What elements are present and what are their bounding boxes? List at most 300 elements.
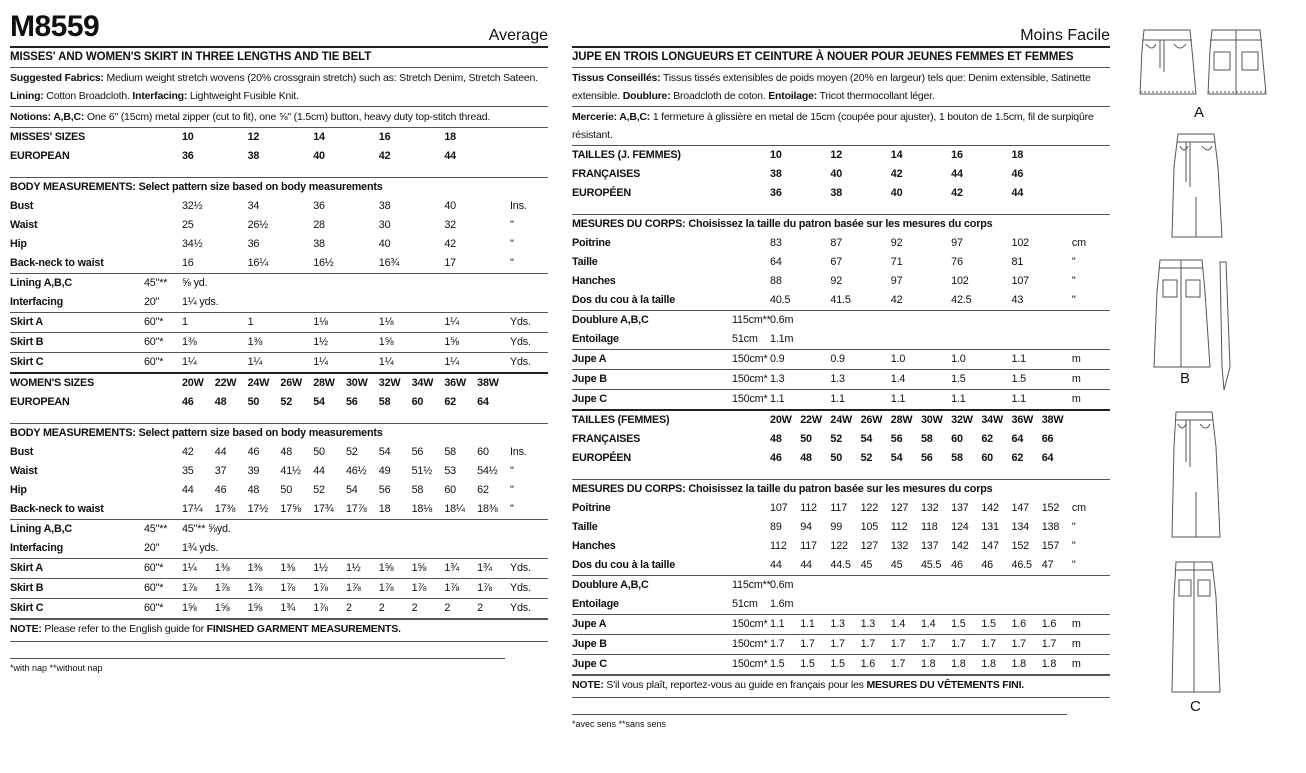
row-label: Bust (10, 200, 34, 212)
size-cell: 64 (1011, 433, 1024, 445)
size-cell: 46 (182, 396, 194, 408)
unit-cell (510, 393, 548, 412)
measure-cell: 83 (770, 237, 782, 249)
measure-cell: 118 (920, 521, 938, 533)
size-cell: 12 (830, 149, 843, 161)
yardage-cell: 1½ (313, 559, 346, 579)
french-column (572, 0, 1110, 730)
yardage-cell: 1.8 (951, 655, 981, 675)
yardage-cell: 2 (346, 599, 379, 619)
pattern-title: MISSES' AND WOMEN'S SKIRT IN THREE LENGTHS AND TIE BELT (10, 46, 548, 68)
section-heading: MESURES DU CORPS: Choisissez la taille du patron basée sur les mesures du corps (572, 480, 1110, 500)
table-row (10, 373, 548, 393)
measure-cell: 127 (860, 540, 879, 552)
fabrics-text: Tissus tissés extensibles de poids moyen (20% en largeur) tels que: Denim extensible, Satinette extensible. (572, 72, 1091, 102)
measure-cell: 30 (378, 219, 391, 231)
unit-cell (1072, 165, 1110, 184)
table-row (572, 595, 1110, 615)
yardage-cell: 1¼ (248, 353, 314, 374)
size-cell: 38W (1042, 410, 1072, 430)
row-label: Back-neck to waist (10, 254, 182, 274)
size-cell: 58 (920, 433, 933, 445)
unit-cell: " (510, 254, 548, 274)
measure-cell: 67 (830, 256, 843, 268)
row-label: Lining A,B,C (10, 523, 72, 535)
measure-cell: 99 (830, 521, 843, 533)
interfacing-text: Tricot thermocollant léger. (817, 90, 935, 102)
measure-cell: 37 (214, 465, 227, 477)
measure-cell: 122 (830, 540, 848, 552)
measure-cell: 58 (444, 446, 456, 458)
measure-cell: 28 (313, 219, 325, 231)
fabrics-text: Medium weight stretch wovens (20% crossgrain stretch) such as: Stretch Denim, Stretch Sateen. (103, 72, 538, 84)
table-row (572, 480, 1110, 500)
table-row (10, 462, 548, 481)
table-row (572, 556, 1110, 576)
size-cell: 36W (1012, 410, 1042, 430)
measure-cell: 94 (800, 521, 812, 533)
unit-cell: " (1072, 291, 1110, 311)
row-label: Hanches (572, 275, 616, 287)
table-row (572, 330, 1110, 350)
size-cell: 40 (313, 150, 325, 162)
table-row (572, 272, 1110, 291)
measure-cell: 152 (1041, 502, 1060, 514)
row-label: MISSES' SIZES (10, 131, 85, 143)
spacer (572, 468, 1110, 480)
table-row (572, 518, 1110, 537)
measure-cell: 46½ (345, 465, 367, 477)
size-cell: 42 (378, 150, 391, 162)
measure-cell: 138 (1041, 521, 1060, 533)
size-cell: 28W (891, 410, 921, 430)
yardage-cell: 1.1 (1012, 350, 1072, 370)
unit-cell: " (509, 238, 514, 250)
row-label: Entoilage (572, 595, 732, 615)
measure-cell: 38 (313, 238, 325, 250)
yardage-cell: 1.7 (1042, 635, 1072, 655)
size-cell: 20W (182, 373, 215, 393)
measure-cell: 42.5 (951, 291, 1011, 311)
unit-cell: m (1072, 390, 1110, 411)
notions-label: Notions: A,B,C: (10, 111, 85, 123)
unit-cell: m (1072, 655, 1110, 675)
yardage-cell: 1.8 (981, 655, 1011, 675)
row-label: Taille (572, 521, 598, 533)
table-row (572, 184, 1110, 203)
row-label: Dos du cou à la taille (572, 291, 770, 311)
measure-cell: 54½ (477, 465, 498, 477)
yardage-cell: 1.7 (891, 655, 921, 675)
table-row (572, 615, 1110, 635)
yardage-cell: 0.9 (830, 350, 890, 370)
unit-cell (1072, 184, 1110, 203)
measure-cell: 89 (770, 521, 782, 533)
view-label-c: C (1190, 698, 1201, 715)
size-cell: 24W (830, 410, 860, 430)
table-row (572, 311, 1110, 331)
yardage-cell: 1½ (346, 559, 379, 579)
yardage-cell: 1.0 (891, 350, 951, 370)
interfacing-text: Lightweight Fusible Knit. (187, 90, 299, 102)
notions-text: 1 fermeture à glissière en metal de 15cm (coupée pour ajuster), 1 bouton de 1.5cm, fil de surpiqûre résistant. (572, 111, 1094, 141)
size-cell: 60 (411, 396, 424, 408)
row-label: Jupe A (572, 350, 732, 370)
table-row (10, 128, 548, 147)
row-label: FRANÇAISES (572, 168, 641, 180)
size-cell: 64 (477, 396, 489, 408)
size-cell: 48 (214, 396, 227, 408)
measure-cell: 42 (891, 291, 951, 311)
yardage-cell: 1.6m (770, 595, 1110, 615)
table-row (572, 215, 1110, 235)
yardage-cell: 2 (477, 599, 510, 619)
row-label: Hanches (572, 540, 616, 552)
interfacing-label: Interfacing: (132, 90, 188, 102)
view-illustrations (1130, 22, 1290, 722)
table-row (572, 291, 1110, 311)
skirt-drawings (1130, 22, 1290, 722)
fabric-width: 60"* (144, 353, 182, 374)
yardage-cell: 1⅞ (215, 579, 248, 599)
yardage-cell: 1⅞ (379, 579, 412, 599)
row-label: EUROPÉEN (572, 187, 631, 199)
table-row (572, 203, 1110, 215)
fabrics-label: Suggested Fabrics: (10, 72, 104, 84)
row-label: Poitrine (572, 502, 611, 514)
measure-cell: 131 (981, 521, 999, 533)
english-column (10, 0, 548, 674)
table-row (572, 430, 1110, 449)
view-c-front-drawing (1172, 412, 1220, 537)
table-row (10, 412, 548, 424)
unit-cell: Yds. (510, 559, 548, 579)
fabric-width: 60"* (144, 313, 182, 333)
table-row (10, 539, 548, 559)
unit-cell: " (509, 219, 514, 231)
yardage-cell: 1¼ (379, 353, 445, 374)
size-cell: 52 (860, 452, 873, 464)
measure-cell: 112 (770, 540, 787, 552)
row-label: EUROPÉEN (572, 452, 631, 464)
yardage-cell: 1.7 (861, 635, 891, 655)
measure-cell: 105 (860, 521, 879, 533)
measure-cell: 44 (214, 446, 227, 458)
row-label: Jupe C (572, 655, 732, 675)
yardage-cell: 1⅝ (412, 559, 445, 579)
fabrics-paragraph (572, 68, 1110, 107)
yardage-cell: 1⅜ (215, 559, 248, 579)
yardage-cell: 1⅞ (182, 579, 215, 599)
size-cell: 38 (770, 168, 782, 180)
lining-text: Cotton Broadcloth. (43, 90, 133, 102)
table-row (10, 313, 548, 333)
row-label: Interfacing (10, 293, 144, 313)
size-cell: 16 (378, 131, 391, 143)
measure-cell: 17¾ (313, 500, 346, 520)
row-label: Bust (10, 446, 34, 458)
yardage-cell: 1.8 (921, 655, 951, 675)
measure-cell: 17⅝ (280, 500, 313, 520)
size-cell: 22W (215, 373, 248, 393)
view-b-front-drawing (1172, 134, 1222, 237)
size-cell: 30W (921, 410, 951, 430)
footnote: *avec sens **sans sens (572, 714, 1067, 730)
unit-cell: m (1072, 615, 1110, 635)
yardage-cell: 1.5 (951, 615, 981, 635)
yardage-cell: 1.6 (1012, 615, 1042, 635)
yardage-cell: 1¼ (444, 313, 510, 333)
measure-cell: 32 (444, 219, 456, 231)
table-row (572, 655, 1110, 675)
yardage-cell: 1.1 (800, 615, 830, 635)
row-label: Skirt B (10, 579, 144, 599)
size-cell: 18 (444, 131, 456, 143)
unit-cell: " (509, 465, 514, 477)
header (10, 0, 548, 46)
measure-cell: 17½ (248, 500, 281, 520)
table-row (10, 599, 548, 619)
row-label: Waist (10, 465, 38, 477)
measure-cell: 60 (444, 484, 456, 496)
row-label: Skirt B (10, 333, 144, 353)
size-cell: 54 (860, 433, 873, 445)
measure-cell: 18⅜ (477, 500, 510, 520)
row-label: Skirt C (10, 599, 144, 619)
measure-cell: 142 (981, 502, 999, 514)
size-cell: 34W (981, 410, 1011, 430)
size-cell: 50 (830, 452, 843, 464)
measure-cell: 36 (247, 238, 260, 250)
yardage-cell: 1 (248, 313, 314, 333)
spacer (572, 203, 1110, 215)
yardage-cell: 1.4 (921, 615, 951, 635)
measure-cell: 62 (477, 484, 489, 496)
measure-cell: 52 (313, 484, 325, 496)
fabric-width: 60"* (144, 559, 182, 579)
table-row (572, 537, 1110, 556)
table-row (572, 390, 1110, 411)
yardage-cell: 1.7 (1012, 635, 1042, 655)
measure-cell: 107 (1011, 275, 1029, 287)
note-label: NOTE: (572, 679, 604, 691)
measure-cell: 17¼ (182, 500, 215, 520)
size-cell: 48 (770, 433, 782, 445)
yardage-cell: 1.7 (891, 635, 921, 655)
unit-cell (510, 373, 548, 393)
row-label: Skirt A (10, 313, 144, 333)
measure-cell: 26½ (247, 219, 269, 231)
measure-cell: 17⅜ (215, 500, 248, 520)
size-cell: 62 (981, 433, 993, 445)
unit-cell: cm (1071, 502, 1086, 514)
pattern-title: JUPE EN TROIS LONGUEURS ET CEINTURE À NOUER POUR JEUNES FEMMES ET FEMMES (572, 46, 1110, 68)
yardage-cell: 1¼ (313, 353, 379, 374)
measure-cell: 16 (182, 254, 248, 274)
yardage-cell: 1.3 (830, 615, 860, 635)
measure-cell: 17 (444, 254, 510, 274)
yardage-cell: 1.3 (830, 370, 890, 390)
measure-cell: 46 (214, 484, 227, 496)
measure-cell: 97 (951, 237, 963, 249)
yardage-cell: 1⅝ (248, 599, 281, 619)
row-label: Jupe A (572, 615, 732, 635)
yardage-cell: 1.5 (981, 615, 1011, 635)
measure-cell: 17⅞ (346, 500, 379, 520)
measure-cell: 46 (981, 556, 1011, 576)
yardage-cell: 1.7 (981, 635, 1011, 655)
table-row (10, 166, 548, 178)
note (10, 619, 548, 642)
unit-cell: " (1072, 556, 1110, 576)
measure-cell: 102 (1011, 237, 1029, 249)
unit-cell (1072, 146, 1110, 165)
header (572, 0, 1110, 46)
measure-cell: 18 (379, 500, 412, 520)
measure-cell: 44 (313, 465, 325, 477)
measure-cell: 56 (411, 446, 424, 458)
size-cell: 40 (890, 187, 903, 199)
size-cell: 28W (313, 373, 346, 393)
yardage-cell: 1⅝ (379, 333, 445, 353)
unit-cell (1072, 430, 1110, 449)
size-cell: 26W (861, 410, 891, 430)
yardage-cell: 1⅜ (182, 333, 248, 353)
table-row (10, 393, 548, 412)
row-label: Interfacing (10, 539, 144, 559)
size-cell: 32W (379, 373, 412, 393)
measure-cell: 49 (378, 465, 391, 477)
measure-cell: 16¾ (379, 254, 445, 274)
table-row (572, 370, 1110, 390)
yardage-cell: 1¾ (280, 599, 313, 619)
yardage-cell: 1.1 (951, 390, 1011, 411)
table-row (10, 353, 548, 374)
measure-cell: 127 (890, 502, 909, 514)
measure-cell: 81 (1011, 256, 1024, 268)
yardage-cell: 0.6m (770, 314, 794, 326)
measure-cell: 40.5 (770, 291, 830, 311)
table-row (10, 197, 548, 216)
measure-cell: 46 (247, 446, 260, 458)
note-bold: FINISHED GARMENT MEASUREMENTS. (206, 623, 401, 635)
yardage-cell: 2 (412, 599, 445, 619)
size-cell: 24W (248, 373, 281, 393)
yardage-cell: 1⅞ (412, 579, 445, 599)
spacer (10, 166, 548, 178)
size-chart (572, 146, 1110, 675)
row-label: Jupe C (572, 390, 732, 411)
size-cell: 46 (770, 452, 782, 464)
yardage-cell: 1¼ (182, 353, 248, 374)
unit-cell: m (1072, 370, 1110, 390)
measure-cell: 38 (378, 200, 391, 212)
size-cell: 36W (444, 373, 477, 393)
size-cell: 30W (346, 373, 379, 393)
section-heading: BODY MEASUREMENTS: Select pattern size based on body measurements (10, 424, 548, 444)
measure-cell: 39 (247, 465, 260, 477)
table-row (10, 178, 548, 198)
yardage-cell: 1⅝ (182, 599, 215, 619)
measure-cell: 45 (861, 556, 891, 576)
unit-cell: Yds. (510, 599, 548, 619)
yardage-cell: 1⅞ (313, 579, 346, 599)
fabric-width: 51cm (732, 595, 770, 615)
measure-cell: 34 (247, 200, 260, 212)
measure-cell: 32½ (182, 200, 203, 212)
section-heading: BODY MEASUREMENTS: Select pattern size based on body measurements (10, 178, 548, 198)
measure-cell: 52 (345, 446, 358, 458)
size-cell: 42 (890, 168, 903, 180)
size-cell: 22W (800, 410, 830, 430)
size-cell: 20W (770, 410, 800, 430)
yardage-cell: 1.7 (770, 635, 800, 655)
note (572, 675, 1110, 698)
table-row (10, 274, 548, 294)
fabric-width: 51cm (732, 330, 770, 350)
note-bold: MESURES DU VÊTEMENTS FINI. (866, 679, 1025, 691)
yardage-cell: 1.1 (1012, 390, 1072, 411)
measure-cell: 50 (313, 446, 325, 458)
yardage-cell: 1⅞ (248, 579, 281, 599)
row-label: Lining A,B,C (10, 277, 72, 289)
table-row (10, 481, 548, 500)
table-row (572, 499, 1110, 518)
size-cell: 60 (981, 452, 993, 464)
notions-paragraph (572, 107, 1110, 146)
fabric-width: 60"* (144, 333, 182, 353)
table-row (572, 576, 1110, 596)
fabric-width: 45"** (144, 523, 168, 535)
yardage-cell: 1.6 (1042, 615, 1072, 635)
row-label: Waist (10, 219, 38, 231)
row-label: WOMEN'S SIZES (10, 373, 182, 393)
view-label-b: B (1180, 370, 1191, 387)
yardage-cell: 1.6 (861, 655, 891, 675)
table-row (10, 235, 548, 254)
view-label-a: A (1194, 104, 1205, 121)
size-cell: 62 (444, 396, 456, 408)
yardage-cell: 1¼ (182, 559, 215, 579)
yardage-cell: 1⅛ (313, 313, 379, 333)
row-label: Dos du cou à la taille (572, 556, 770, 576)
size-cell: 60 (951, 433, 963, 445)
size-cell: 10 (770, 149, 782, 161)
yardage-cell: 1⅞ (280, 579, 313, 599)
fabric-width: 60"* (144, 599, 182, 619)
unit-cell: cm (1071, 237, 1086, 249)
measure-cell: 87 (830, 237, 843, 249)
yardage-cell: 1¾ (477, 559, 510, 579)
measure-cell: 71 (890, 256, 903, 268)
table-row (10, 147, 548, 166)
view-a-back-drawing (1208, 30, 1266, 94)
table-row (10, 216, 548, 235)
footnote: *with nap **without nap (10, 658, 505, 674)
measure-cell: 36 (313, 200, 325, 212)
note-label: NOTE: (10, 623, 42, 635)
size-cell: 42 (951, 187, 963, 199)
measure-cell: 97 (890, 275, 903, 287)
yardage-cell: 1.7 (830, 635, 860, 655)
measure-cell: 88 (770, 275, 782, 287)
unit-cell (1072, 449, 1110, 468)
row-label: EUROPEAN (10, 150, 70, 162)
yardage-cell: 1.1 (830, 390, 890, 411)
yardage-cell: 45"** ⅝yd. (182, 523, 231, 535)
measure-cell: 50 (280, 484, 293, 496)
fabric-width: 20" (144, 293, 182, 313)
